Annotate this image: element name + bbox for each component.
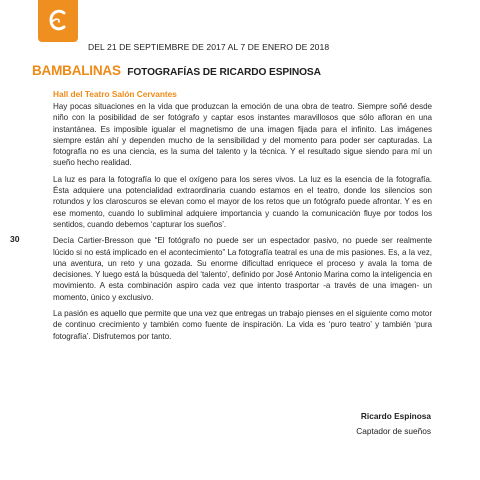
section-subtitle: FOTOGRAFÍAS DE RICARDO ESPINOSA (127, 67, 321, 78)
paragraph: La luz es para la fotografía lo que el oxígeno para los seres vivos. La luz es la esencia de la fotografía. Ésta adquiere una potencialidad extraordinaria cuando estamos en el teatro, donde los silencios son rotundos y los claroscuros se elevan como el mayor de los retos que un fotógrafo puede afrontar. Y es en ese momento, cuando lo subliminal adquiere importancia y cuando la comunicación fluye por todos los sentidos, cuando debemos ‘capturar los sueños’. (53, 174, 432, 229)
section-title: BAMBALINAS (32, 63, 121, 78)
signature-block (356, 409, 431, 439)
stylized-c-logo-icon (47, 8, 69, 34)
author-role: Captador de sueños (356, 426, 431, 436)
author-name: Ricardo Espinosa (360, 411, 431, 421)
article-body (53, 101, 432, 347)
page-header (32, 62, 321, 80)
date-range: DEL 21 DE SEPTIEMBRE DE 2017 AL 7 DE ENERO DE 2018 (88, 42, 330, 52)
paragraph: La pasión es aquello que permite que una vez que entregas un trabajo pienses en el siguiente como motor de continuo crecimiento y también como fuente de inspiración. La vida es ‘puro teatro’ y también ‘pura fotografía’. Disfrutemos por tanto. (53, 309, 432, 341)
paragraph: Decía Cartier-Bresson que “El fotógrafo no puede ser un espectador pasivo, no puede ser realmente lúcido si no está implicado en el acontecimiento” La fotografía teatral es una de mis pasiones. Es, a la vez, una aventura, un reto y una gozada. Su enorme dificultad enriquece el proceso y avala la toma de decisiones. Y luego está la búsqueda del ‘talento’, definido por José Antonio Marina como la inteligencia en movimiento. A esta combinación aspiro cada vez que intento trasportar -a través de una imagen- un momento, único y exclusivo. (53, 236, 432, 302)
brand-tab (38, 0, 78, 42)
paragraph: Hay pocas situaciones en la vida que produzcan la emoción de una obra de teatro. Siempre soñé desde niño con la posibilidad de ser fotógrafo y captar esos instantes maravillosos que sólo afloran en una instantánea. Es imposible igualar el magnetismo de una imagen fijada para el infinito. Las imágenes siempre están ahí y dependen mucho de la sensibilidad y del momento para poder ser capturadas. La fotografía no es una ciencia, es la suma del talento y la técnica. Y el resultado sigue siendo para mí un sueño hecho realidad. (53, 102, 432, 168)
page-number: 30 (10, 234, 20, 244)
location-heading: Hall del Teatro Salón Cervantes (53, 89, 177, 99)
